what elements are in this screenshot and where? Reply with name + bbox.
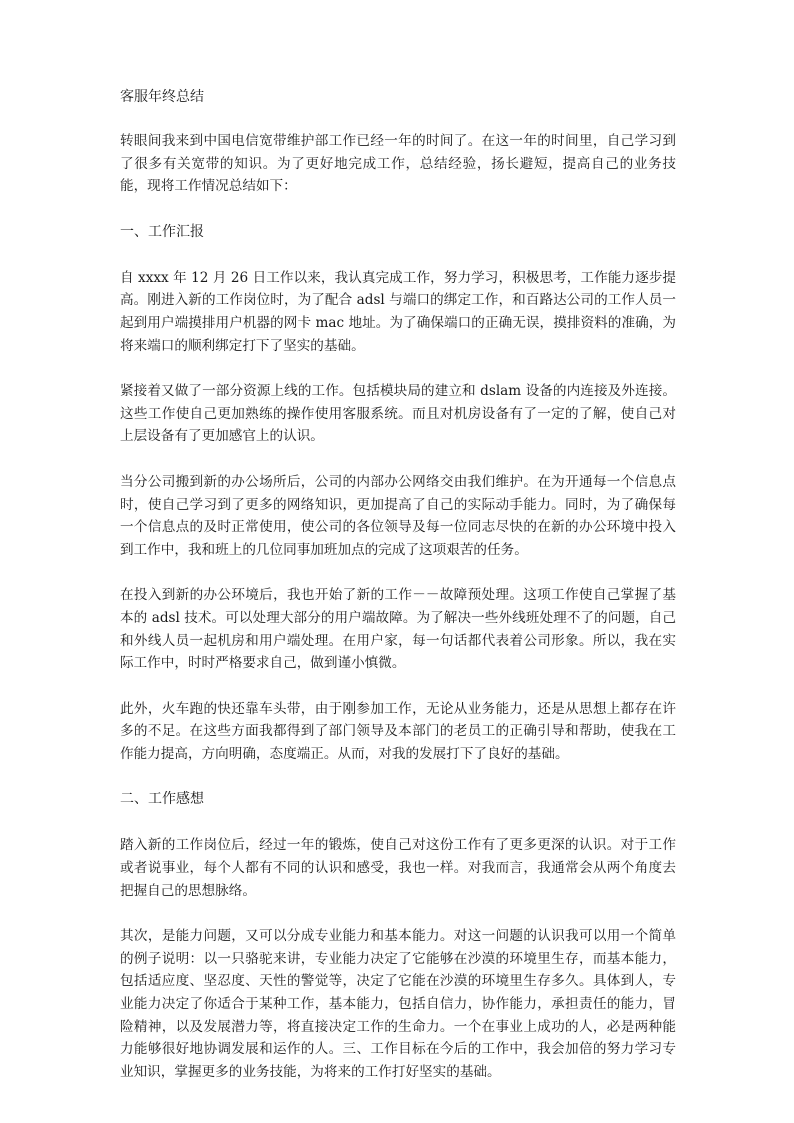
intro-paragraph: 转眼间我来到中国电信宽带维护部工作已经一年的时间了。在这一年的时间里，自己学习到了很多有关宽带的知识。为了更好地完成工作，总结经验，扬长避短，提高自己的业务技能，现将工作情况总结如下：: [120, 133, 676, 195]
paragraph: 踏入新的工作岗位后，经过一年的锻炼，使自己对这份工作有了更多更深的认识。对于工作或者说事业，每个人都有不同的认识和感受，我也一样。对我而言，我通常会从两个角度去把握自己的思想脉络。: [120, 837, 676, 899]
paragraph: 当分公司搬到新的办公场所后，公司的内部办公网络交由我们维护。在为开通每一个信息点时，使自己学习到了更多的网络知识，更加提高了自己的实际动手能力。同时，为了确保每一个信息点的及时正常使用，使公司的各位领导及每一位同志尽快的在新的办公环境中投入到工作中，我和班上的几位同事加班加点的完成了这项艰苦的任务。: [120, 473, 676, 558]
paragraph: 自 xxxx 年 12 月 26 日工作以来，我认真完成工作，努力学习，积极思考，工作能力逐步提高。刚进入新的工作岗位时，为了配合 adsl 与端口的绑定工作，和百路达公司的工作人员一起到用户端摸排用户机器的网卡 mac 地址。为了确保端口的正确无误，摸排资料的准确，为将来端口的顺利绑定打下了坚实的基础。: [120, 269, 676, 354]
paragraph: 紧接着又做了一部分资源上线的工作。包括模块局的建立和 dslam 设备的内连接及外连接。这些工作使自己更加熟练的操作使用客服系统。而且对机房设备有了一定的了解，使自己对上层设备有了更加感官上的认识。: [120, 383, 676, 445]
paragraph: 此外，火车跑的快还靠车头带，由于刚参加工作，无论从业务能力，还是从思想上都存在许多的不足。在这些方面我都得到了部门领导及本部门的老员工的正确引导和帮助，使我在工作能力提高，方向明确，态度端正。从而，对我的发展打下了良好的基础。: [120, 700, 676, 762]
document-page: [120, 86, 676, 1106]
paragraph: 其次，是能力问题，又可以分成专业能力和基本能力。对这一问题的认识我可以用一个简单的例子说明：以一只骆驼来讲，专业能力决定了它能够在沙漠的环境里生存，而基本能力，包括适应度、坚忍度、天性的警觉等，决定了它能在沙漠的环境里生存多久。具体到人，专业能力决定了你适合于某种工作，基本能力，包括自信力，协作能力，承担责任的能力，冒险精神，以及发展潜力等，将直接决定工作的生命力。一个在事业上成功的人，必是两种能力能够很好地协调发展和运作的人。三、工作目标在今后的工作中，我会加倍的努力学习专业知识，掌握更多的业务技能，为将来的工作打好坚实的基础。: [120, 928, 676, 1080]
section-heading-work-reflections: 二、工作感想: [120, 791, 204, 808]
paragraph: 在投入到新的办公环境后，我也开始了新的工作－－故障预处理。这项工作使自己掌握了基本的 adsl 技术。可以处理大部分的用户端故障。为了解决一些外线班处理不了的问题，自己和外线人员一起机房和用户端处理。在用户家，每一句话都代表着公司形象。所以，我在实际工作中，时时严格要求自己，做到谨小慎微。: [120, 587, 676, 672]
document-title: 客服年终总结: [120, 89, 204, 105]
section-heading-work-report: 一、工作汇报: [120, 223, 204, 240]
